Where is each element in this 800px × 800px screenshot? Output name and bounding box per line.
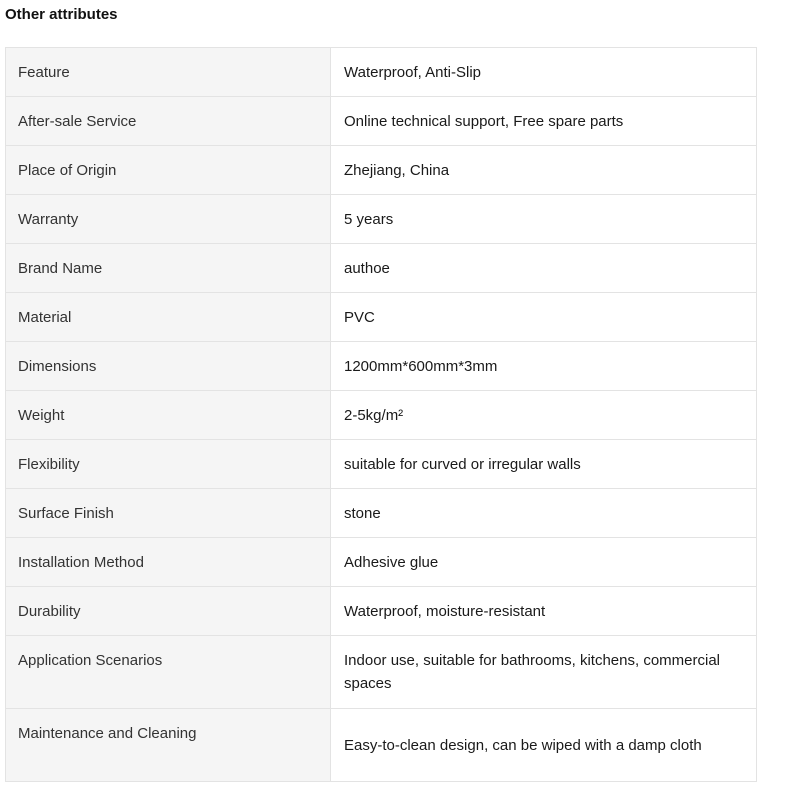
attribute-key: Maintenance and Cleaning	[6, 709, 331, 782]
attribute-value: Zhejiang, China	[331, 146, 757, 195]
table-row	[6, 342, 757, 391]
attribute-key: After-sale Service	[6, 97, 331, 146]
attribute-value: 2-5kg/m²	[331, 391, 757, 440]
attribute-value: Online technical support, Free spare parts	[331, 97, 757, 146]
table-row	[6, 587, 757, 636]
table-row	[6, 48, 757, 97]
table-row	[6, 636, 757, 709]
attribute-value: Adhesive glue	[331, 538, 757, 587]
attribute-key: Weight	[6, 391, 331, 440]
attribute-value: 5 years	[331, 195, 757, 244]
attribute-key: Dimensions	[6, 342, 331, 391]
attribute-key: Brand Name	[6, 244, 331, 293]
table-row	[6, 709, 757, 782]
attribute-key: Durability	[6, 587, 331, 636]
attribute-key: Installation Method	[6, 538, 331, 587]
attributes-table	[5, 47, 757, 782]
table-row	[6, 244, 757, 293]
attribute-value: PVC	[331, 293, 757, 342]
table-row	[6, 489, 757, 538]
table-row	[6, 293, 757, 342]
attribute-key: Material	[6, 293, 331, 342]
attribute-value: suitable for curved or irregular walls	[331, 440, 757, 489]
attribute-key: Feature	[6, 48, 331, 97]
attribute-value: Waterproof, moisture-resistant	[331, 587, 757, 636]
attribute-value: Easy-to-clean design, can be wiped with a damp cloth	[331, 709, 757, 782]
attribute-value: Indoor use, suitable for bathrooms, kitchens, commercial spaces	[331, 636, 757, 709]
attribute-key: Flexibility	[6, 440, 331, 489]
table-row	[6, 440, 757, 489]
attribute-key: Application Scenarios	[6, 636, 331, 709]
table-row	[6, 97, 757, 146]
attribute-value: authoe	[331, 244, 757, 293]
attribute-key: Warranty	[6, 195, 331, 244]
table-row	[6, 391, 757, 440]
section-title: Other attributes	[5, 6, 118, 23]
table-row	[6, 538, 757, 587]
table-row	[6, 195, 757, 244]
attribute-value: Waterproof, Anti-Slip	[331, 48, 757, 97]
attribute-key: Surface Finish	[6, 489, 331, 538]
attribute-key: Place of Origin	[6, 146, 331, 195]
attribute-value: stone	[331, 489, 757, 538]
table-row	[6, 146, 757, 195]
attribute-value: 1200mm*600mm*3mm	[331, 342, 757, 391]
